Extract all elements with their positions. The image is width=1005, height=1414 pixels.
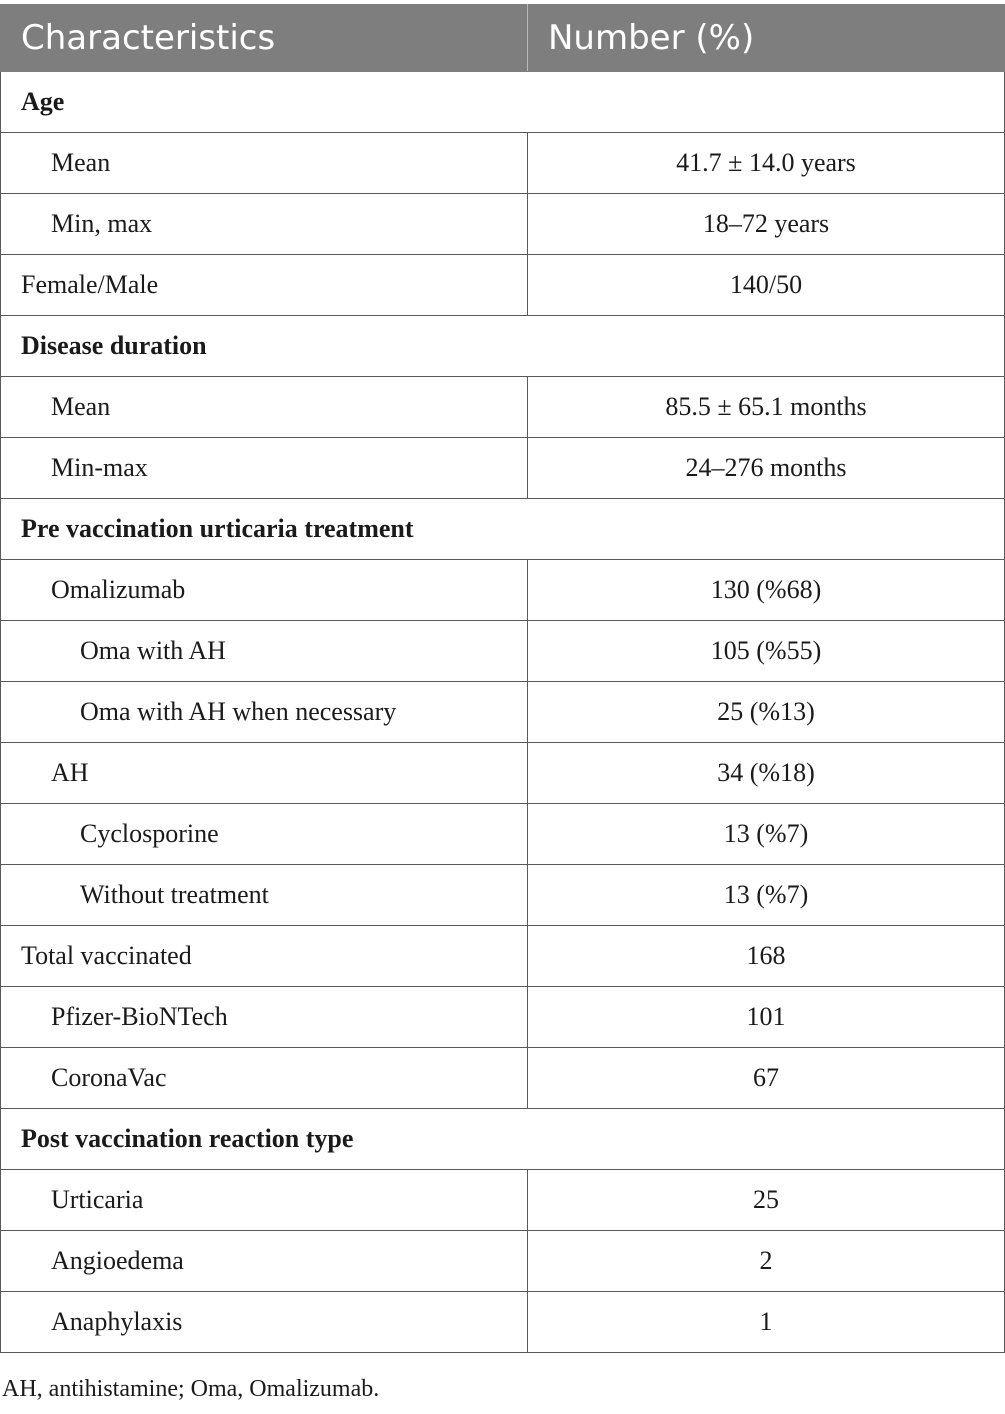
table-row <box>1 743 1005 804</box>
section-header-label: Age <box>1 72 1005 133</box>
row-label: Total vaccinated <box>1 926 528 987</box>
row-value: 101 <box>528 987 1005 1048</box>
table-body <box>1 72 1005 1353</box>
table-row <box>1 1231 1005 1292</box>
row-value: 168 <box>528 926 1005 987</box>
row-label: Pfizer-BioNTech <box>1 987 528 1048</box>
row-value: 25 <box>528 1170 1005 1231</box>
row-value: 24–276 months <box>528 438 1005 499</box>
section-header-label: Post vaccination reaction type <box>1 1109 1005 1170</box>
row-label: Anaphylaxis <box>1 1292 528 1353</box>
table-row <box>1 1292 1005 1353</box>
column-header-number: Number (%) <box>528 5 1005 72</box>
table-row <box>1 1048 1005 1109</box>
table-header-row <box>1 5 1005 72</box>
row-value: 13 (%7) <box>528 804 1005 865</box>
row-value: 85.5 ± 65.1 months <box>528 377 1005 438</box>
row-label: Urticaria <box>1 1170 528 1231</box>
row-value: 25 (%13) <box>528 682 1005 743</box>
table-row <box>1 194 1005 255</box>
row-label: Oma with AH when necessary <box>1 682 528 743</box>
row-value: 105 (%55) <box>528 621 1005 682</box>
table-row <box>1 438 1005 499</box>
column-header-characteristics: Characteristics <box>1 5 528 72</box>
table-row <box>1 133 1005 194</box>
table-row <box>1 560 1005 621</box>
table-row <box>1 926 1005 987</box>
row-value: 2 <box>528 1231 1005 1292</box>
section-header-label: Pre vaccination urticaria treatment <box>1 499 1005 560</box>
table-row <box>1 377 1005 438</box>
row-label: Omalizumab <box>1 560 528 621</box>
table-row <box>1 682 1005 743</box>
row-label: Min-max <box>1 438 528 499</box>
table-row <box>1 987 1005 1048</box>
characteristics-table-container <box>0 4 1004 1353</box>
row-value: 41.7 ± 14.0 years <box>528 133 1005 194</box>
section-header-row <box>1 316 1005 377</box>
section-header-label: Disease duration <box>1 316 1005 377</box>
table-row <box>1 804 1005 865</box>
table-footnote: AH, antihistamine; Oma, Omalizumab. <box>2 1376 380 1402</box>
row-value: 13 (%7) <box>528 865 1005 926</box>
characteristics-table <box>0 4 1005 1353</box>
row-value: 34 (%18) <box>528 743 1005 804</box>
row-value: 140/50 <box>528 255 1005 316</box>
row-value: 1 <box>528 1292 1005 1353</box>
row-value: 130 (%68) <box>528 560 1005 621</box>
section-header-row <box>1 1109 1005 1170</box>
row-label: Mean <box>1 377 528 438</box>
row-value: 67 <box>528 1048 1005 1109</box>
row-label: Oma with AH <box>1 621 528 682</box>
row-label: Angioedema <box>1 1231 528 1292</box>
row-label: Min, max <box>1 194 528 255</box>
row-value: 18–72 years <box>528 194 1005 255</box>
table-row <box>1 621 1005 682</box>
row-label: AH <box>1 743 528 804</box>
row-label: Mean <box>1 133 528 194</box>
table-row <box>1 865 1005 926</box>
section-header-row <box>1 72 1005 133</box>
section-header-row <box>1 499 1005 560</box>
row-label: Cyclosporine <box>1 804 528 865</box>
row-label: Without treatment <box>1 865 528 926</box>
table-row <box>1 1170 1005 1231</box>
row-label: Female/Male <box>1 255 528 316</box>
table-row <box>1 255 1005 316</box>
row-label: CoronaVac <box>1 1048 528 1109</box>
